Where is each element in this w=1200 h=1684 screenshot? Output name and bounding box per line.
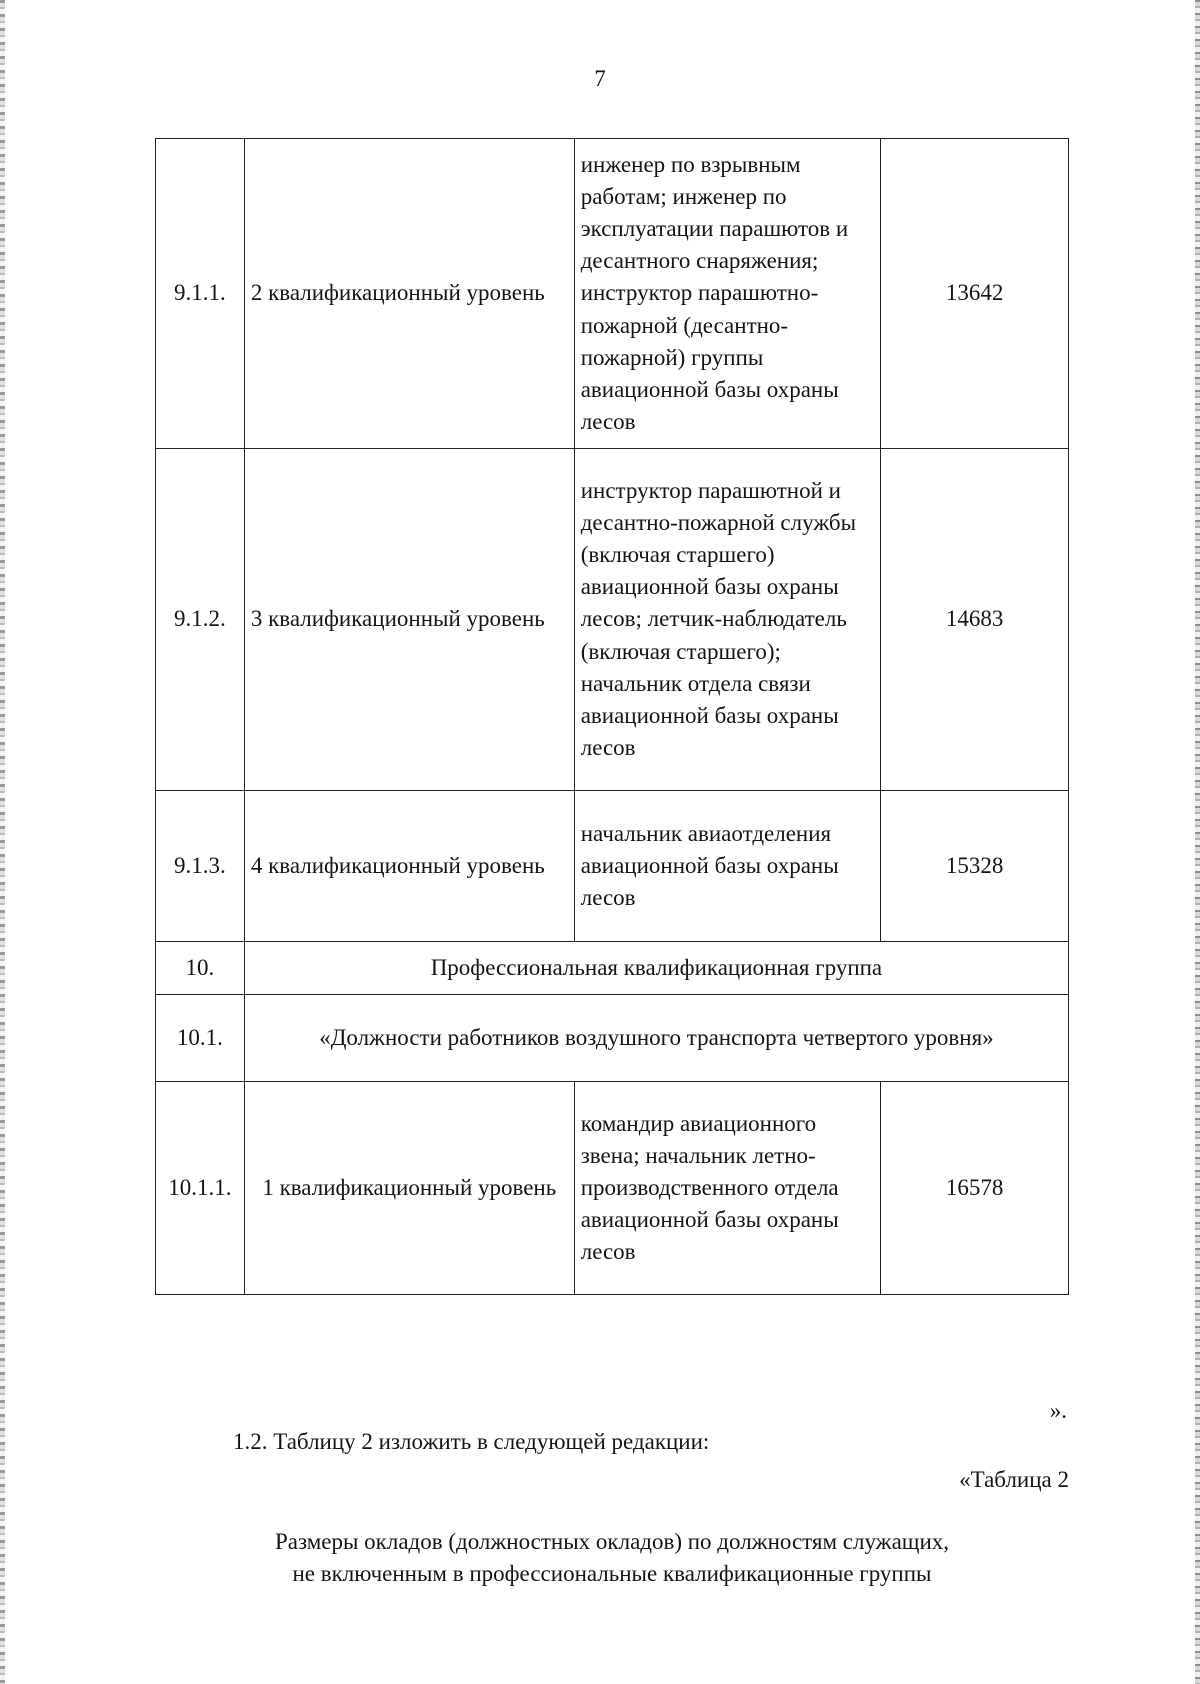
positions-list: начальник авиаотделения авиационной базы охраны лесов (574, 791, 881, 942)
closing-quote: ». (1049, 1398, 1067, 1423)
salary-value: 13642 (881, 139, 1069, 449)
row-number: 9.1.1. (156, 139, 245, 449)
group-heading: Профессиональная квалификационная группа (244, 942, 1068, 995)
table-row (156, 942, 1069, 995)
section-title-line: Размеры окладов (должностных окладов) по должностям служащих, (274, 1529, 950, 1554)
page-number: 7 (594, 66, 606, 91)
table-row (156, 1082, 1069, 1295)
qualification-level: 2 квалификационный уровень (244, 139, 574, 449)
row-number: 9.1.2. (156, 449, 245, 791)
table-row (156, 995, 1069, 1082)
section-title-line: не включенным в профессиональные квалификационные группы (292, 1560, 932, 1586)
salary-table (155, 138, 1069, 1295)
positions-list: инженер по взрывным работам; инженер по эксплуатации парашютов и десантного снаряжения; инструктор парашютно-пожарной (десантно-пожарной) группы авиационной базы охраны лесов (574, 139, 881, 449)
qualification-level: 1 квалификационный уровень (244, 1082, 574, 1295)
row-number: 10.1. (156, 995, 245, 1082)
positions-list: командир авиационного звена; начальник летно-производственного отдела авиационной базы охраны лесов (574, 1082, 881, 1295)
qualification-level: 3 квалификационный уровень (244, 449, 574, 791)
row-number: 9.1.3. (156, 791, 245, 942)
scan-edge-left (0, 0, 5, 1684)
section-title (155, 1526, 1069, 1589)
salary-value: 16578 (881, 1082, 1069, 1295)
instruction-text: 1.2. Таблицу 2 изложить в следующей редакции: (233, 1429, 710, 1454)
salary-value: 15328 (881, 791, 1069, 942)
positions-list: инструктор парашютной и десантно-пожарной службы (включая старшего) авиационной базы охраны лесов; летчик-наблюдатель (включая старшего); начальник отдела связи авиационной базы охраны лесов (574, 449, 881, 791)
table-row (156, 139, 1069, 449)
table-row (156, 791, 1069, 942)
salary-value: 14683 (881, 449, 1069, 791)
qualification-level: 4 квалификационный уровень (244, 791, 574, 942)
row-number: 10.1.1. (156, 1082, 245, 1295)
scan-edge-right (1195, 0, 1200, 1684)
table-row (156, 449, 1069, 791)
group-title: «Должности работников воздушного транспорта четвертого уровня» (244, 995, 1068, 1082)
table-caption: «Таблица 2 (959, 1467, 1069, 1492)
row-number: 10. (156, 942, 245, 995)
